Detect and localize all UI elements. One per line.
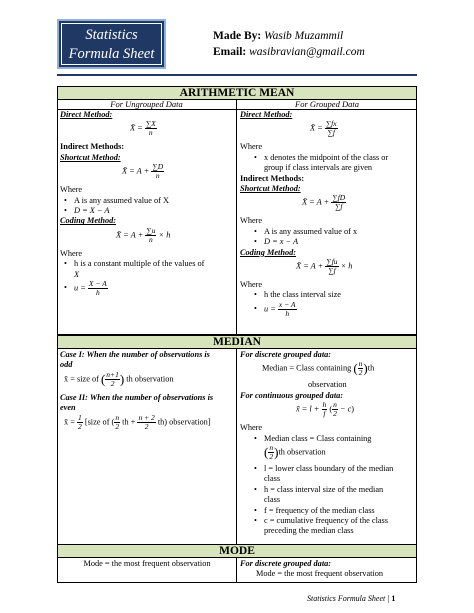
continuous-formula: x̃ = l + $\frac{h}{f}$ ( $\frac{n}{2}$ − c): [296, 400, 355, 419]
median-divider: [236, 348, 237, 545]
direct-den-right: ∑f: [327, 128, 335, 138]
bullet-u-lhs: u =: [74, 283, 86, 293]
bullet-x-text-2: group if class intervals are given: [264, 163, 373, 173]
case2-n2-den: 2: [144, 421, 149, 431]
where-label-right-3: Where: [240, 280, 263, 290]
bullet-h-right: • h the class interval size: [254, 290, 341, 300]
median-where-label: Where: [240, 423, 263, 433]
logo-border: [61, 23, 162, 65]
case2-n-den: 2: [115, 421, 120, 431]
direct-method-label-right: Direct Method:: [240, 110, 293, 119]
case1-heading-2: odd: [60, 360, 73, 370]
median-bullet-3: • h = class interval size of the median: [254, 484, 384, 494]
bullet-d-right: • D = x − A: [254, 237, 299, 247]
continuous-heading: For continuous grouped data:: [240, 390, 344, 400]
indirect-methods-label: Indirect Methods:: [60, 142, 125, 152]
discrete-post-2: observation: [308, 380, 347, 390]
case2-mid: [size of (: [84, 417, 115, 427]
bullet-u-right: • u = $\frac{x - A}{h}$: [254, 299, 296, 318]
shortcut-num-right: ∑fD: [332, 193, 346, 203]
case2-half-den: 2: [77, 421, 82, 431]
shortcut-fraction: [151, 163, 164, 180]
case2-heading: Case II: When the number of observations is: [60, 392, 214, 402]
column-divider: [236, 99, 237, 335]
case1-pre: x̃ = size of: [64, 374, 99, 384]
discrete-heading: For discrete grouped data:: [240, 350, 332, 359]
bullet-h-right-text: h the class interval size: [264, 290, 341, 300]
direct-den: n: [148, 128, 153, 138]
cont-pre: x̃ = l +: [296, 404, 320, 414]
shortcut-lhs: X̄ = A +: [122, 166, 150, 176]
bullet-x: • x denotes the midpoint of the class or: [254, 152, 389, 162]
mode-left: Mode = the most frequent observation: [83, 559, 211, 568]
direct-num-right: ∑fx: [325, 119, 337, 129]
case2-half: [77, 414, 83, 431]
shortcut-formula-right: [240, 194, 415, 216]
direct-method-label: Direct Method:: [60, 110, 113, 119]
bullet-a-text: A is any assumed value of X: [74, 195, 169, 205]
b1-post: th observation: [278, 447, 326, 457]
cont-n-num: n: [333, 400, 337, 410]
median-bullet-1: • Median class = Class containing: [254, 433, 372, 443]
grouped-mean-content: [240, 110, 415, 321]
discrete-post: th: [367, 363, 375, 373]
shortcut-method-label-right: Shortcut Method:: [240, 184, 301, 194]
median-bullet-2-text: l = lower class boundary of the median: [264, 464, 394, 474]
cont-h-fraction: [322, 401, 328, 418]
footer-text: Statistics Formula Sheet |: [307, 594, 390, 603]
bullet-a-right-text: A is any assumed value of x: [264, 226, 358, 236]
cont-h-den: f: [323, 409, 326, 419]
mode-right-text: Mode = the most frequent observation: [256, 569, 384, 579]
direct-formula-right: [240, 120, 415, 142]
coding-formula-right: [240, 258, 415, 280]
bullet-u-right-num: x − A: [278, 299, 296, 309]
coding-num: ∑u: [146, 225, 156, 235]
bullet-d-right-text: D = x − A: [264, 237, 299, 247]
indirect-methods-label-right: Indirect Methods:: [240, 173, 305, 183]
discrete-pre: Median = Class containing: [262, 363, 352, 373]
ungrouped-heading: For Ungrouped Data: [110, 99, 183, 109]
mode-divider: [236, 557, 237, 583]
grouped-heading: For Grouped Data: [295, 99, 359, 109]
bullet-u-num: X − A: [88, 279, 107, 289]
median-bullet-1-text: Median class = Class containing: [264, 433, 372, 443]
made-by-label: Made By:: [213, 30, 262, 42]
coding-formula: [60, 227, 234, 249]
direct-num: ∑X: [145, 119, 156, 129]
median-bullet-4: • f = frequency of the median class: [254, 505, 375, 515]
case1-heading: Case I: When the number of observations is: [60, 350, 210, 359]
cont-h-num: h: [322, 400, 327, 410]
median-grouped-content: [240, 350, 415, 537]
case2-n-num: n: [115, 412, 120, 422]
coding-lhs-right: X̄ = A +: [296, 261, 324, 271]
coding-fraction-right: [325, 258, 338, 275]
coding-tail: × h: [158, 230, 171, 240]
bullet-h-text-2: X: [74, 269, 80, 279]
email-label: Email:: [213, 46, 247, 58]
where-label-right-2: Where: [240, 216, 263, 226]
bullet-d: • D = X − A: [64, 206, 110, 216]
case1-fraction: [105, 371, 120, 388]
bullet-u-den: h: [95, 288, 100, 298]
bullet-x-text: x denotes the midpoint of the class or: [264, 152, 389, 162]
case2-n: [114, 414, 120, 431]
mode-title: MODE: [57, 544, 417, 558]
discrete-formula: Median = Class containing ( $\frac{n}{2}$ )th: [262, 359, 375, 378]
header-rule: [57, 74, 417, 76]
arithmetic-mean-title: ARITHMETIC MEAN: [57, 86, 417, 100]
discrete-den: 2: [358, 368, 363, 378]
bullet-h-text: h is a constant multiple of the values of: [74, 259, 205, 269]
bullet-u-right-lhs: u =: [264, 304, 276, 314]
shortcut-formula: [60, 163, 234, 185]
b1-num: n: [269, 443, 274, 453]
case1-post: th observation: [126, 374, 174, 384]
case2-heading-2: even: [60, 403, 76, 413]
author-name: Wasib Muzammil: [264, 30, 344, 42]
coding-tail-right: × h: [340, 261, 353, 271]
median-bullet-3-text: h = class interval size of the median: [264, 484, 384, 494]
median-bullet-4-text: f = frequency of the median class: [264, 505, 375, 515]
coding-method-label-right: Coding Method:: [240, 247, 297, 257]
cont-n-den: 2: [333, 409, 337, 419]
median-title: MEDIAN: [57, 335, 417, 349]
direct-lhs-right: X̄ =: [310, 123, 323, 133]
case1-den: 2: [110, 378, 115, 388]
discrete-num: n: [358, 359, 363, 369]
median-bullet-5-text-2: preceding the median class: [264, 526, 354, 536]
case2-pre: x̃ =: [64, 417, 75, 427]
case2-n2-num: n + 2: [138, 412, 155, 422]
bullet-h: • h is a constant multiple of the values of: [64, 259, 205, 269]
mode-right-heading: For discrete grouped data:: [240, 559, 332, 568]
where-label: Where: [60, 185, 83, 195]
where-label-2: Where: [60, 248, 83, 258]
case2-th-plus: th +: [122, 417, 136, 427]
case1-num: n+1: [106, 369, 119, 379]
case2-end: th) observation]: [157, 417, 211, 427]
bullet-u: • u = $\frac{X - A}{h}$: [64, 279, 107, 298]
direct-fraction-right: [325, 120, 338, 137]
shortcut-fraction-right: [331, 194, 346, 211]
bullet-d-text: D = X − A: [74, 206, 110, 216]
cont-n-fraction: [332, 401, 338, 418]
coding-lhs: X̄ = A +: [116, 230, 144, 240]
shortcut-den: n: [155, 171, 160, 181]
coding-den-right: ∑f: [328, 266, 336, 276]
median-ungrouped-content: [60, 350, 234, 436]
bullet-u-right-fraction: [278, 301, 297, 318]
case2-formula: [60, 414, 234, 436]
direct-formula: [60, 120, 234, 142]
coding-den: n: [149, 234, 153, 244]
shortcut-den-right: ∑f: [335, 202, 343, 212]
median-bullet-5-text: c = cumulative frequency of the class: [264, 516, 389, 526]
logo-line2: Formula Sheet: [68, 46, 155, 62]
page-footer: [307, 594, 395, 603]
shortcut-lhs-right: X̄ = A +: [302, 197, 330, 207]
case2-n2: [137, 414, 155, 431]
case1-formula: x̃ = size of ( $\frac{n+1}{2}$ ) th observation: [64, 369, 174, 388]
direct-fraction: [145, 120, 157, 137]
median-bullet-1-formula: ( $\frac{n}{2}$ )th observation: [264, 443, 326, 462]
median-bullet-3-text-2: class: [264, 495, 281, 505]
coding-method-label: Coding Method:: [60, 216, 117, 226]
bullet-a-right: • A is any assumed value of x: [254, 226, 358, 236]
coding-fraction: [145, 227, 156, 244]
author-info: [213, 28, 365, 60]
bullet-u-fraction: [88, 280, 108, 297]
ungrouped-mean-content: [60, 110, 234, 300]
mode-right: [240, 559, 415, 580]
cont-tail: − c: [339, 404, 352, 414]
bullet-u-right-den: h: [285, 308, 290, 318]
logo: [57, 19, 166, 69]
where-label-right: Where: [240, 142, 263, 152]
page-number: 1: [391, 594, 396, 603]
coding-num-right: ∑fu: [326, 257, 338, 267]
shortcut-num: ∑D: [152, 162, 164, 172]
case2-half-num: 1: [77, 412, 82, 422]
shortcut-method-label: Shortcut Method:: [60, 152, 121, 162]
logo-line1: Statistics: [85, 27, 138, 43]
median-bullet-5: • c = cumulative frequency of the class: [254, 516, 389, 526]
author-email: wasibravian@gmail.com: [249, 46, 365, 58]
bullet-a: • A is any assumed value of X: [64, 195, 169, 205]
median-bullet-2-text-2: class: [264, 474, 281, 484]
b1-den: 2: [269, 452, 274, 462]
median-bullet-2: • l = lower class boundary of the median: [254, 464, 394, 474]
direct-lhs: X̄ =: [130, 123, 143, 133]
